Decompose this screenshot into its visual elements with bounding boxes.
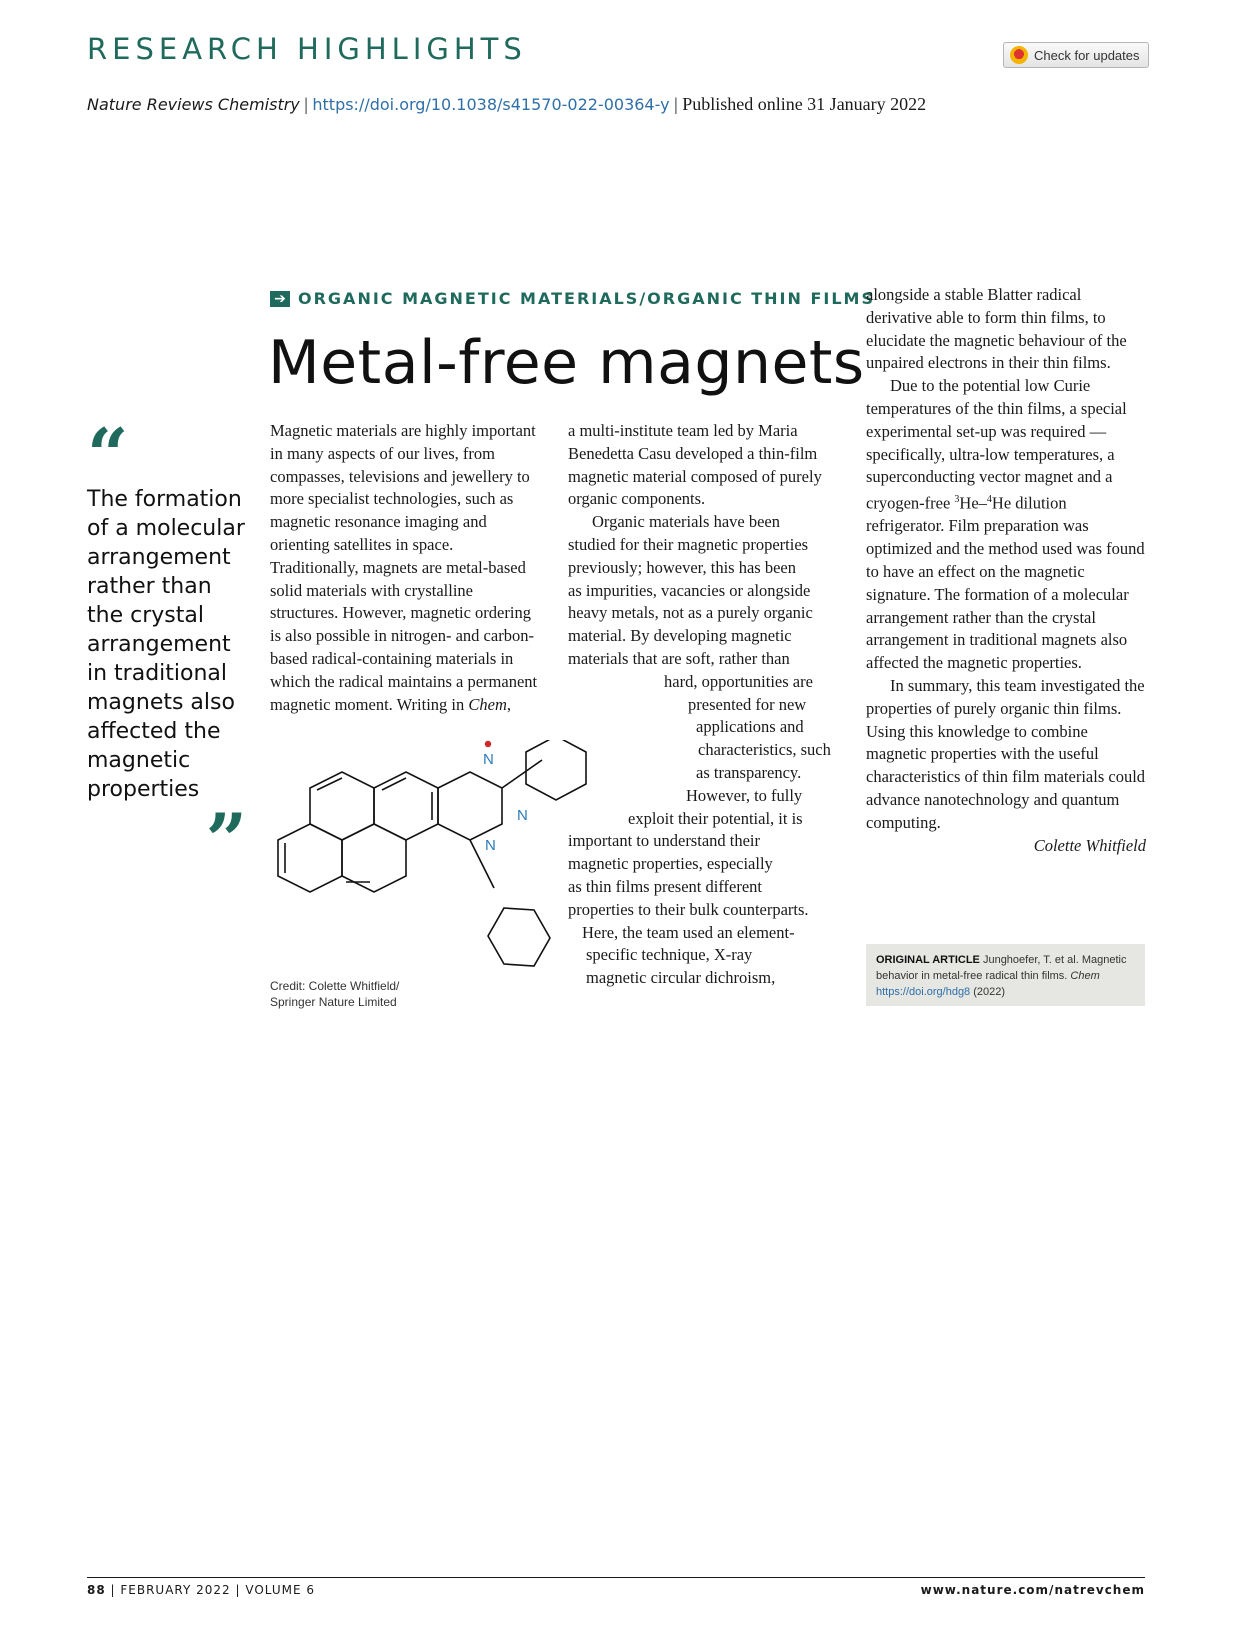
citation-line: Nature Reviews Chemistry | https://doi.org/10.1038/s41570-022-00364-y | Published online 31 January 2022 — [87, 94, 927, 114]
paragraph: Magnetic materials are highly important in many aspects of our lives, from compasses, televisions and jewellery to more specialist technologies, such as magnetic resonance imaging and orienting satellites in space. Traditionally, magnets are metal-based solid materials with crystalline structures. However, magnetic ordering is also possible in nitrogen- and carbon-based radical-containing materials in which the radical maintains a permanent magnetic moment. Writing in Chem, — [270, 421, 538, 714]
section-heading: RESEARCH HIGHLIGHTS — [87, 32, 527, 66]
text-line: characteristics, such — [698, 740, 831, 760]
author-byline: Colette Whitfield — [1033, 835, 1146, 855]
journal-mention: Chem — [468, 694, 507, 714]
phenyl-ring-bottom — [488, 908, 550, 966]
text-line: applications and — [696, 717, 804, 737]
arrow-right-icon: ➔ — [270, 291, 290, 307]
radical-dot — [485, 741, 491, 747]
text-line: presented for new — [688, 694, 807, 714]
text-line: specific technique, X-ray — [586, 945, 753, 965]
pull-quote — [87, 412, 247, 882]
pyrene-ring-bottom-left — [278, 824, 342, 892]
original-article-label: ORIGINAL ARTICLE — [876, 954, 980, 966]
original-article-year: (2022) — [973, 986, 1006, 998]
close-quote-icon: ” — [205, 797, 247, 882]
text-line: properties to their bulk counterparts. — [568, 899, 809, 919]
paragraph-text: He dilution refrigerator. Film preparation was optimized and the method used was found to have an effect on the magnetic signature. The formation of a molecular arrangement rather than the crystal arrangement in traditional magnets also affected the magnetic properties. — [866, 493, 1145, 673]
kicker-label: ORGANIC MAGNETIC MATERIALS/ORGANIC THIN FILMS — [298, 289, 875, 308]
original-article-reference: Junghoefer, T. et al. Magnetic behavior in metal-free radical thin films. — [876, 954, 1127, 982]
journal-name: Nature Reviews Chemistry — [87, 95, 300, 114]
text-line: However, to fully — [686, 785, 803, 805]
published-date: Published online 31 January 2022 — [682, 94, 927, 114]
doi-link[interactable]: https://doi.org/10.1038/s41570-022-00364-y — [312, 95, 670, 114]
footer-url[interactable]: www.nature.com/natrevchem — [920, 1583, 1145, 1597]
text-line: hard, opportunities are — [664, 671, 813, 691]
text-line: studied for their magnetic properties — [568, 534, 809, 554]
footer-left: 88 | FEBRUARY 2022 | VOLUME 6 — [87, 1583, 316, 1597]
nitrogen-label-1: N — [483, 751, 494, 768]
text-line: exploit their potential, it is — [628, 808, 803, 828]
text-line: magnetic properties, especially — [568, 854, 773, 874]
open-quote-icon: “ — [87, 412, 129, 497]
text-line: Organic materials have been — [592, 512, 780, 532]
superscript: 4 — [986, 494, 992, 506]
original-article-link[interactable]: https://doi.org/hdg8 — [876, 986, 971, 998]
body-column-3 — [866, 284, 1146, 857]
paragraph-text: Due to the potential low Curie temperatures of the thin films, a special experimental set-up was required — specifically, ultra-low temperatures, a superconducting vector magnet and a cryogen-free — [866, 376, 1127, 513]
original-article-box — [866, 944, 1145, 1006]
body-column-1 — [270, 420, 540, 716]
nitrogen-label-3: N — [485, 837, 496, 854]
nitrogen-label-2: N — [517, 807, 528, 824]
paragraph-text: He– — [959, 493, 987, 513]
paragraph-text: Magnetic materials are highly important in many aspects of our lives, from compasses, televisions and jewellery to more specialist technologies, such as magnetic resonance imaging and orienting satellites in space. Traditionally, magnets are metal-based solid materials with crystalline structures. However, magnetic ordering is also possible in nitrogen- and carbon-based radical-containing materials in which the radical maintains a permanent magnetic moment. Writing in — [270, 421, 538, 714]
crossmark-icon — [1010, 46, 1028, 64]
footer-rule — [87, 1577, 1145, 1578]
pyrene-ring-top-left — [310, 772, 374, 840]
text-line: Here, the team used an element- — [582, 922, 795, 942]
text-line: important to understand their — [568, 831, 760, 851]
figure-credit: Credit: Colette Whitfield/ Springer Nature Limited — [270, 979, 400, 1009]
text-line: material. By developing magnetic — [568, 626, 792, 646]
original-article-journal: Chem — [1070, 970, 1100, 982]
pyrene-ring-center — [374, 772, 438, 840]
paragraph — [866, 375, 1146, 675]
paragraph-wrapped — [568, 511, 848, 990]
check-for-updates-button[interactable] — [1003, 42, 1149, 68]
text-line: magnetic circular dichroism, — [586, 968, 776, 988]
body-column-2 — [568, 420, 848, 990]
check-updates-label: Check for updates — [1034, 47, 1140, 63]
triazine-ring — [438, 772, 502, 840]
article-title: Metal-free magnets — [268, 328, 865, 398]
text-line: heavy metals, not as a purely organic — [568, 603, 813, 623]
text-line: as transparency. — [696, 762, 802, 782]
blatter-radical-structure — [262, 740, 592, 1010]
text-line: as thin films present different — [568, 876, 762, 896]
paragraph: In summary, this team investigated the properties of purely organic thin films. Using this knowledge to combine magnetic properties with the useful characteristics of thin film materials could advance nanotechnology and quantum computing. — [866, 676, 1146, 832]
issue-info: FEBRUARY 2022 | VOLUME 6 — [120, 1583, 316, 1597]
pull-quote-text: The formation of a molecular arrangement rather than the crystal arrangement in traditional magnets also affected the magnetic properties — [87, 487, 245, 802]
page-number: 88 — [87, 1583, 106, 1597]
paragraph: a multi-institute team led by Maria Benedetta Casu developed a thin-film magnetic material composed of purely organic components. — [568, 421, 822, 509]
superscript: 3 — [954, 494, 960, 506]
paragraph: alongside a stable Blatter radical derivative able to form thin films, to elucidate the magnetic behaviour of the unpaired electrons in their thin films. — [866, 285, 1127, 373]
article-kicker — [270, 289, 875, 308]
text-line: as impurities, vacancies or alongside — [568, 580, 811, 600]
text-line: previously; however, this has been — [568, 557, 796, 577]
text-line: materials that are soft, rather than — [568, 648, 790, 668]
